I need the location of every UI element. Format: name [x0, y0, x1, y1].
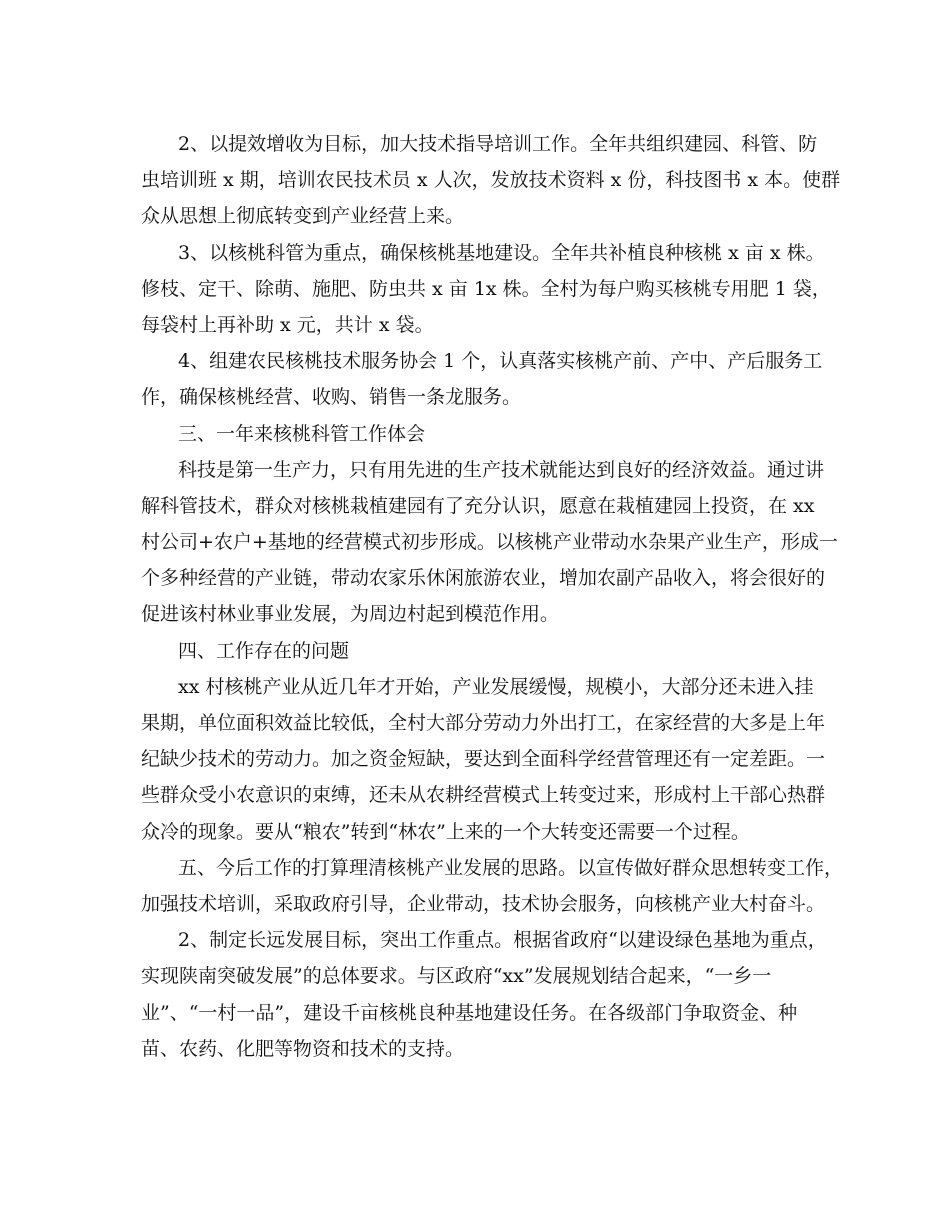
- text-line: 果期，单位面积效益比较低，全村大部分劳动力外出打工，在家经营的大多是上年: [141, 712, 826, 734]
- text-line: 作，确保核桃经营、收购、销售一条龙服务。: [141, 386, 522, 409]
- text-line: 虫培训班 x 期，培训农民技术员 x 人次，发放技术资料 x 份，科技图书 x 本。使群: [141, 169, 841, 192]
- text-line: 业”、“一村一品”，建设千亩核桃良种基地建设任务。在各级部门争取资金、种: [141, 1001, 798, 1024]
- text-line: 2、制定长远发展目标，突出工作重点。根据省政府“以建设绿色基地为重点，: [178, 929, 827, 952]
- text-line: 五、今后工作的打算理清核桃产业发展的思路。以宣传做好群众思想转变工作，: [178, 856, 844, 879]
- text-line: xx 村核桃产业从近几年才开始，产业发展缓慢，规模小，大部分还未进入挂: [178, 675, 814, 698]
- text-line: 加强技术培训，采取政府引导，企业带动，技术协会服务，向核桃产业大村奋斗。: [141, 892, 826, 915]
- text-line: 科技是第一生产力，只有用先进的生产技术就能达到良好的经济效益。通过讲: [178, 458, 825, 481]
- text-line: 村公司+农户+基地的经营模式初步形成。以核桃产业带动水杂果产业生产，形成一: [141, 531, 838, 554]
- text-line: 3、以核桃科管为重点，确保核桃基地建设。全年共补植良种核桃 x 亩 x 株。: [178, 241, 825, 264]
- document-body: [141, 126, 844, 1067]
- text-line: 些群众受小农意识的束缚，还未从农耕经营模式上转变过来，形成村上干部心热群: [141, 784, 826, 807]
- text-line: 三、一年来核桃科管工作体会: [178, 422, 426, 445]
- text-line: 4、组建农民核桃技术服务协会 1 个，认真落实核桃产前、产中、产后服务工: [178, 350, 823, 373]
- text-line: 四、工作存在的问题: [178, 639, 350, 662]
- text-line: 苗、农药、化肥等物资和技术的支持。: [141, 1037, 465, 1060]
- text-line: 众从思想上彻底转变到产业经营上来。: [141, 205, 465, 228]
- text-line: 解科管技术，群众对核桃栽植建园有了充分认识，愿意在栽植建园上投资，在 xx: [141, 494, 815, 517]
- text-line: 众冷的现象。要从“粮农”转到“林农”上来的一个大转变还需要一个过程。: [141, 820, 750, 843]
- text-line: 每袋村上再补助 x 元，共计 x 袋。: [141, 313, 434, 336]
- text-line: 修枝、定干、除萌、施肥、防虫共 x 亩 1x 株。全村为每户购买核桃专用肥 1 袋，: [141, 277, 831, 300]
- text-line: 实现陕南突破发展”的总体要求。与区政府“xx”发展规划结合起来，“一乡一: [141, 965, 772, 988]
- text-line: 纪缺少技术的劳动力。加之资金短缺，要达到全面科学经营管理还有一定差距。一: [141, 748, 826, 771]
- text-line: 2、以提效增收为目标，加大技术指导培训工作。全年共组织建园、科管、防: [178, 133, 818, 155]
- text-line: 促进该村林业事业发展，为周边村起到模范作用。: [141, 603, 560, 626]
- text-line: 个多种经营的产业链，带动农家乐休闲旅游农业，增加农副产品收入，将会很好的: [141, 567, 826, 590]
